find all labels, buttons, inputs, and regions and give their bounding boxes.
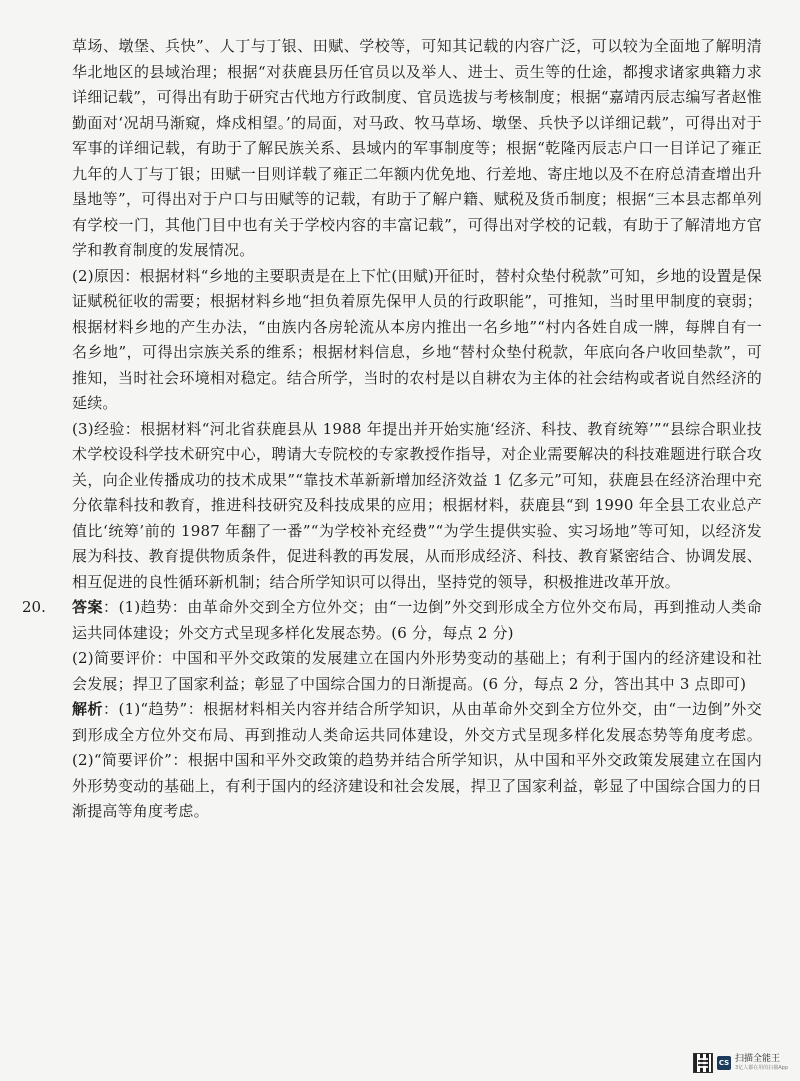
analysis [72, 697, 762, 825]
camscanner-logo-icon: CS [717, 1056, 731, 1070]
answer-text-1: ：(1)趋势：由革命外交到全方位外交；由“一边倒”外交到形成全方位外交布局，再到推动人类命运共同体建设；外交方式呈现多样化发展态势。(6 分，每点 2 分) [72, 598, 762, 642]
watermark-subtitle: 3亿人都在用的扫描App [735, 1065, 788, 1071]
paragraph-q19-1: 草场、墩堡、兵快”、人丁与丁银、田赋、学校等，可知其记载的内容广泛，可以较为全面地了解明清华北地区的县域治理；根据“对获鹿县历任官员以及举人、进士、贡生等的仕途，都搜求诸家典籍力求详细记载”，可得出有助于研究古代地方行政制度、官员选拔与考核制度；根据“嘉靖丙辰志编写者赵惟勤面对‘况胡马渐窥，烽戍相望。’的局面，对马政、牧马草场、墩堡、兵快予以详细记载”，可得出对于军事的详细记载，有助于了解民族关系、县域内的军事制度等；根据“乾隆丙辰志户口一目详记了雍正九年的人丁与丁银；田赋一目则详载了雍正二年额内优免地、行差地、寄庄地以及不在府总清查增出升垦地等”，可得出对于户口与田赋等的记载，有助于了解户籍、赋税及货币制度；根据“三本县志都单列有学校一门，其他门目中也有关于学校内容的丰富记载”，可得出对学校的记载，有助于了解清地方官学和教育制度的发展情况。 [72, 37, 762, 259]
paragraph-q19-2: (2)原因：根据材料“乡地的主要职责是在上下忙(田赋)开征时，替村众垫付税款”可知，乡地的设置是保证赋税征收的需要；根据材料乡地“担负着原先保甲人员的行政职能”，可推知，当时里甲制度的衰弱；根据材料乡地的产生办法，“由族内各房轮流从本房内推出一名乡地”“村内各姓自成一牌，每牌自有一名乡地”，可得出宗族关系的维系；根据材料信息，乡地“替村众垫付税款，年底向各户收回垫款”，可推知，当时社会环境相对稳定。结合所学，当时的农村是以自耕农为主体的社会结构或者说自然经济的延续。 [72, 266, 762, 412]
scanner-watermark [693, 1053, 788, 1073]
question-number: 20. [22, 598, 46, 616]
paragraph-q19-3: (3)经验：根据材料“河北省获鹿县从 1988 年提出并开始实施‘经济、科技、教育统筹’”“县综合职业技术学校设科学技术研究中心，聘请大专院校的专家教授作指导，对企业需要解决的科技难题进行联合攻关，向企业传播成功的技术成果”“靠技术革新新增加经济效益 1 亿多元”可知，获鹿县在经济治理中充分依靠科技和教育，推进科技研究及科技成果的应用；根据材料，获鹿县“到 1990 年全县工农业总产值比‘统筹’前的 1987 年翻了一番”“为学校补充经费”“为学生提供实验、实习场地”等可知，以经济发展为科技、教育提供物质条件，促进科教的再发展，从而形成经济、科技、教育紧密结合、协调发展、相互促进的良性循环新机制；结合所学知识可以得出，坚持党的领导，积极推进改革开放。 [72, 419, 762, 591]
analysis-text: ：(1)“趋势”：根据材料相关内容并结合所学知识，从由革命外交到全方位外交，由“一边倒”外交到形成全方位外交布局、再到推动人类命运共同体建设，外交方式呈现多样化发展态势等角度考虑。(2)“简要评价”：根据中国和平外交政策的趋势并结合所学知识，从中国和平外交政策发展建立在国内外形势变动的基础上，有利于国内的经济建设和社会发展，捍卫了国家利益，彰显了中国综合国力的日渐提高等角度考虑。 [72, 700, 762, 820]
document-body [22, 34, 762, 825]
answer-part-2: (2)简要评价：中国和平外交政策的发展建立在国内外形势变动的基础上；有利于国内的经济建设和社会发展；捍卫了国家利益；彰显了中国综合国力的日渐提高。(6 分，每点 2 分，答出其中 3 点即可) [72, 649, 762, 693]
analysis-label: 解析 [72, 700, 104, 718]
watermark-title: 扫描全能王 [735, 1054, 781, 1064]
answer-label: 答案 [72, 598, 104, 616]
watermark-text [735, 1055, 788, 1071]
qr-code-icon [693, 1053, 713, 1073]
question-20 [22, 595, 762, 825]
answer-part-1 [72, 595, 762, 646]
